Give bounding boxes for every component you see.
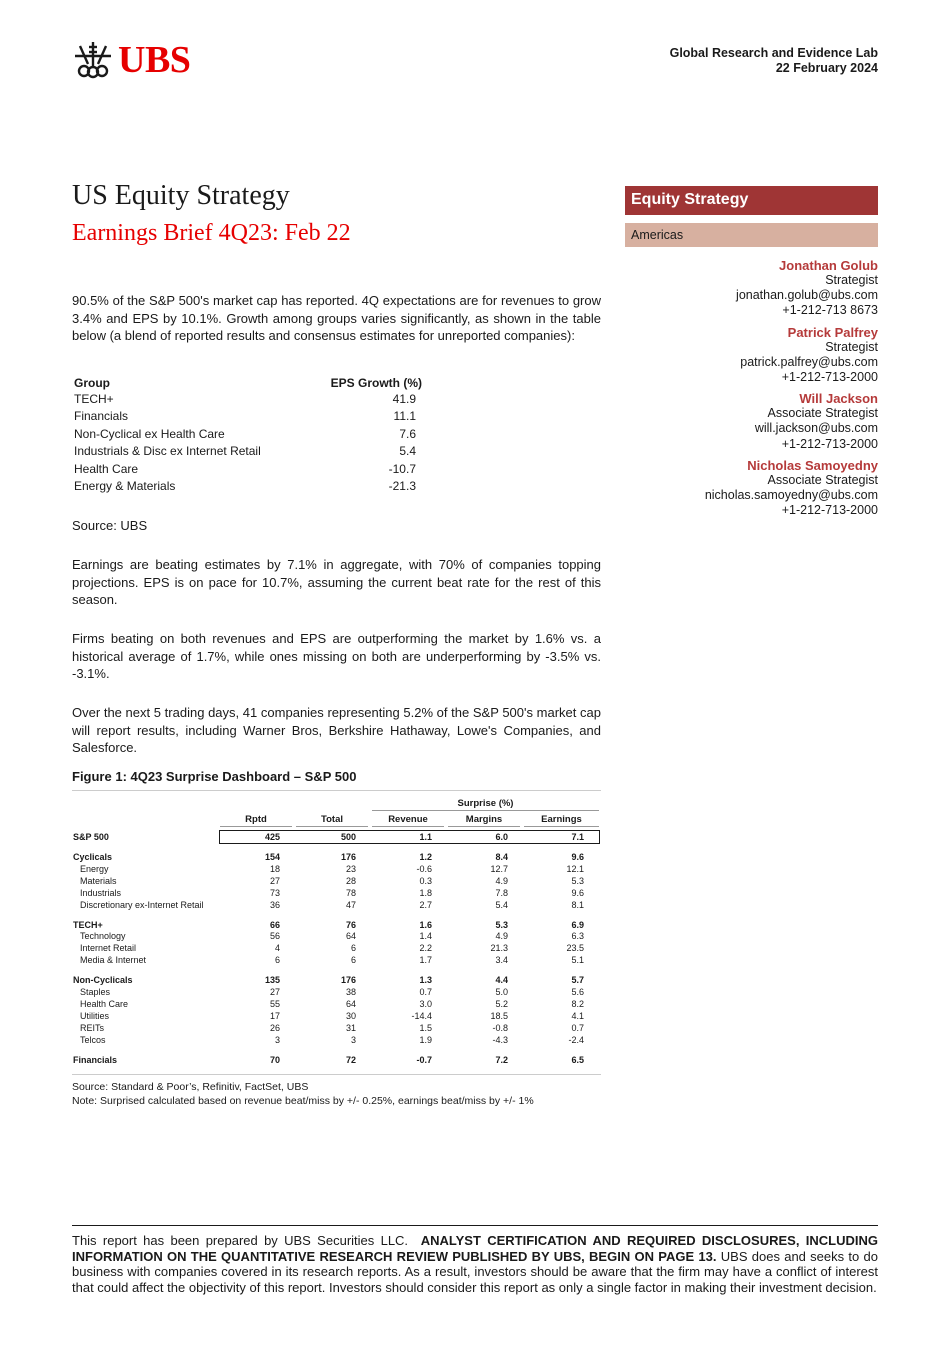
three-keys-icon	[72, 38, 114, 82]
region-banner: Americas	[625, 223, 878, 247]
analyst-email[interactable]: will.jackson@ubs.com	[754, 421, 878, 436]
table-header-row	[72, 375, 432, 390]
column-header: Earnings	[524, 814, 599, 827]
earnings-cell: 5.7	[571, 975, 584, 986]
table-row	[72, 1034, 601, 1046]
column-header: Group	[74, 375, 110, 390]
figure-footnotes	[72, 1081, 534, 1108]
table-row	[72, 998, 601, 1010]
earnings-cell: 4.1	[571, 1010, 584, 1021]
performance-paragraph: Firms beating on both revenues and EPS are outperforming the market by 1.6% vs. a historical average of 1.7%, while ones missing on both are underperforming by -3.5% vs. -3.1%.	[72, 631, 601, 681]
report-title: US Equity Strategy	[72, 180, 290, 211]
table-row	[72, 942, 601, 954]
intro-paragraph: 90.5% of the S&P 500's market cap has reported. 4Q expectations are for revenues to grow 3.4% and EPS by 10.1%. Growth among groups varies significantly, as shown in the table below (a blend of reported results and consensus estimates for unreported companies):	[72, 293, 601, 343]
group-cell: Health Care	[74, 461, 139, 476]
group-cell: Non-Cyclical ex Health Care	[74, 426, 225, 441]
ubs-logo	[72, 38, 190, 82]
earnings-cell: 6.5	[571, 1054, 584, 1065]
margins-cell: 4.4	[495, 975, 508, 986]
row-label: Energy	[80, 863, 109, 874]
group-cell: Financials	[74, 409, 129, 424]
row-label: REITs	[80, 1022, 105, 1033]
group-cell: Industrials & Disc ex Internet Retail	[74, 444, 261, 459]
rptd-cell: 3	[274, 1034, 280, 1045]
analyst-email[interactable]: jonathan.golub@ubs.com	[736, 288, 878, 303]
value-cell: 7.6	[399, 426, 416, 441]
group-row	[72, 919, 601, 931]
earnings-cell: 8.2	[571, 998, 584, 1009]
margins-cell: 6.0	[495, 832, 508, 842]
earnings-cell: 23.5	[566, 943, 584, 954]
total-cell: 6	[350, 955, 356, 966]
rptd-cell: 27	[269, 875, 280, 886]
upcoming-paragraph: Over the next 5 trading days, 41 companies representing 5.2% of the S&P 500's market cap will report results, including Warner Bros, Berkshire Hathaway, Lowe's Companies, and Salesforce.	[72, 705, 601, 755]
revenue-cell: 1.9	[419, 1034, 432, 1045]
analyst-name: Nicholas Samoyedny	[747, 457, 878, 473]
row-label: S&P 500	[73, 832, 109, 842]
beat-paragraph: Earnings are beating estimates by 7.1% in aggregate, with 70% of companies topping projections. EPS is on pace for 10.7%, assuming the current beat rate for the rest of this season.	[72, 557, 601, 607]
margins-cell: 21.3	[490, 943, 508, 954]
earnings-cell: 12.1	[566, 863, 584, 874]
total-cell: 500	[340, 832, 356, 842]
total-cell: 72	[345, 1054, 356, 1065]
figure-note: Note: Surprised calculated based on revenue beat/miss by +/- 0.25%, earnings beat/miss by +/- 1%	[72, 1094, 534, 1107]
rptd-cell: 55	[269, 998, 280, 1009]
revenue-cell: 1.3	[419, 975, 432, 986]
revenue-cell: 1.1	[419, 832, 432, 842]
total-cell: 23	[345, 863, 356, 874]
margins-cell: 12.7	[490, 863, 508, 874]
rptd-cell: 73	[269, 887, 280, 898]
column-header: Rptd	[220, 814, 292, 827]
rptd-cell: 154	[264, 852, 280, 862]
table-row	[72, 986, 601, 998]
footer-body: UBS does and seeks to do business with companies covered in its research reports. As a result, investors should be aware that the firm may have a conflict of interest that could affect the objectivity of this report. Investors should consider this report as only a single factor in making their investment decision.	[72, 1248, 878, 1295]
revenue-cell: 1.5	[419, 1022, 432, 1033]
earnings-cell: 5.3	[571, 875, 584, 886]
value-cell: 11.1	[393, 409, 416, 424]
row-label: Non-Cyclicals	[73, 975, 133, 986]
margins-cell: 7.2	[495, 1054, 508, 1065]
margins-cell: 7.8	[495, 887, 508, 898]
total-cell: 176	[340, 852, 356, 862]
table-row	[72, 954, 601, 966]
revenue-cell: 1.8	[419, 887, 432, 898]
column-header: Margins	[448, 814, 520, 827]
analyst-name: Will Jackson	[799, 391, 878, 407]
footer-lead: This report has been prepared by UBS Securities LLC.	[72, 1233, 409, 1248]
footer-disclosure[interactable]: ANALYST CERTIFICATION AND REQUIRED DISCLOSURES, INCLUDING INFORMATION ON THE QUANTITATIVE RESEARCH REVIEW PUBLISHED BY UBS, BEGIN ON PAGE 13.	[72, 1233, 878, 1264]
table-row	[72, 1010, 601, 1022]
group-row	[72, 1054, 601, 1066]
table-row	[72, 875, 601, 887]
value-cell: -21.3	[388, 479, 416, 494]
revenue-cell: 1.2	[419, 852, 432, 862]
row-label: Cyclicals	[73, 852, 113, 862]
total-cell: 38	[345, 987, 356, 997]
total-cell: 28	[345, 875, 356, 886]
column-header: EPS Growth (%)	[330, 375, 422, 390]
margins-cell: 3.4	[495, 955, 508, 966]
earnings-cell: 5.6	[571, 987, 584, 997]
total-row	[72, 831, 601, 843]
figure-source: Source: Standard & Poor’s, Refinitiv, FactSet, UBS	[72, 1081, 309, 1093]
rptd-cell: 135	[264, 975, 280, 986]
earnings-cell: 5.1	[571, 955, 584, 966]
analyst-email[interactable]: nicholas.samoyedny@ubs.com	[704, 488, 878, 503]
table-row	[72, 899, 601, 911]
rptd-cell: 36	[269, 899, 280, 910]
margins-cell: 4.9	[495, 875, 508, 886]
table-row	[72, 478, 432, 496]
row-label: Materials	[80, 875, 117, 886]
column-header: Total	[296, 814, 368, 827]
row-label: Media & Internet	[80, 955, 147, 966]
row-label: Utilities	[80, 1010, 110, 1021]
margins-cell: 8.4	[495, 852, 508, 862]
margins-cell: 5.4	[495, 899, 508, 910]
margins-cell: 5.3	[495, 919, 508, 930]
total-cell: 64	[345, 998, 356, 1009]
margins-cell: 18.5	[490, 1010, 508, 1021]
rptd-cell: 18	[269, 863, 280, 874]
revenue-cell: -0.6	[416, 863, 432, 874]
row-label: Discretionary ex-Internet Retail	[80, 899, 204, 910]
revenue-cell: 0.3	[419, 875, 432, 886]
rptd-cell: 70	[269, 1054, 280, 1065]
rptd-cell: 17	[269, 1010, 280, 1021]
table-row	[72, 887, 601, 899]
analyst-email[interactable]: patrick.palfrey@ubs.com	[740, 354, 878, 369]
earnings-cell: 9.6	[571, 887, 584, 898]
table-row	[72, 390, 432, 408]
rptd-cell: 26	[269, 1022, 280, 1033]
surprise-group-header: Surprise (%)	[372, 798, 599, 811]
logo-wordmark: UBS	[118, 39, 191, 81]
column-header: Revenue	[372, 814, 444, 827]
rptd-cell: 56	[269, 931, 280, 942]
revenue-cell: 1.7	[419, 955, 432, 966]
total-cell: 6	[350, 943, 356, 954]
header-meta	[670, 46, 878, 76]
divider	[72, 790, 601, 791]
earnings-cell: 6.9	[571, 919, 584, 930]
row-label: TECH+	[73, 919, 103, 930]
table-row	[72, 425, 432, 443]
table-row	[72, 1022, 601, 1034]
analyst-card	[625, 458, 878, 519]
disclosure-footer	[72, 1233, 878, 1295]
eps-growth-table	[72, 375, 432, 495]
total-cell: 47	[345, 899, 356, 910]
row-label: Industrials	[80, 887, 122, 898]
row-label: Telcos	[80, 1034, 106, 1045]
group-row	[72, 974, 601, 986]
total-cell: 76	[345, 919, 356, 930]
margins-cell: -0.8	[492, 1022, 508, 1033]
analyst-card	[625, 391, 878, 452]
analyst-phone: +1-212-713-2000	[781, 436, 878, 451]
table-source: Source: UBS	[72, 518, 148, 533]
analyst-name: Patrick Palfrey	[787, 324, 878, 340]
research-lab: Global Research and Evidence Lab	[669, 46, 878, 60]
table-row	[72, 930, 601, 942]
rptd-cell: 6	[274, 955, 280, 966]
table-row	[72, 460, 432, 478]
total-cell: 78	[345, 887, 356, 898]
margins-cell: 4.9	[495, 931, 508, 942]
table-row	[72, 408, 432, 426]
earnings-cell: 9.6	[571, 852, 584, 862]
rptd-cell: 27	[269, 987, 280, 997]
group-cell: Energy & Materials	[74, 479, 176, 494]
total-cell: 64	[345, 931, 356, 942]
row-label: Technology	[80, 931, 126, 942]
total-cell: 176	[340, 975, 356, 986]
earnings-cell: 8.1	[571, 899, 584, 910]
analyst-role: Associate Strategist	[767, 406, 878, 421]
revenue-cell: 2.7	[419, 899, 432, 910]
analyst-card	[625, 258, 878, 319]
revenue-cell: 3.0	[419, 998, 432, 1009]
value-cell: 41.9	[392, 391, 416, 406]
group-cell: TECH+	[74, 391, 114, 406]
row-label: Financials	[73, 1054, 118, 1065]
rptd-cell: 4	[274, 943, 280, 954]
report-subtitle: Earnings Brief 4Q23: Feb 22	[72, 220, 351, 246]
analyst-name: Jonathan Golub	[779, 258, 878, 273]
rptd-cell: 66	[269, 919, 280, 930]
analyst-role: Associate Strategist	[767, 472, 878, 487]
table-row	[72, 863, 601, 875]
analyst-card	[625, 325, 878, 386]
revenue-cell: -0.7	[416, 1054, 432, 1065]
analyst-phone: +1-212-713-2000	[781, 503, 878, 518]
row-label: Internet Retail	[80, 943, 137, 954]
section-banner: Equity Strategy	[625, 186, 878, 215]
analyst-role: Strategist	[825, 339, 878, 354]
revenue-cell: 1.6	[419, 919, 432, 930]
analyst-phone: +1-212-713-2000	[781, 370, 878, 385]
revenue-cell: 2.2	[419, 943, 432, 954]
divider	[72, 1074, 601, 1075]
analyst-phone: +1-212-713 8673	[782, 303, 878, 318]
rptd-cell: 425	[264, 832, 280, 842]
margins-cell: 5.2	[495, 998, 508, 1009]
total-cell: 3	[350, 1034, 356, 1045]
value-cell: -10.7	[388, 461, 416, 476]
earnings-cell: 0.7	[571, 1022, 584, 1033]
row-label: Staples	[80, 987, 111, 997]
margins-cell: 5.0	[495, 987, 508, 997]
report-date: 22 February 2024	[775, 61, 878, 75]
earnings-cell: 6.3	[571, 931, 584, 942]
earnings-cell: 7.1	[571, 832, 584, 842]
revenue-cell: -14.4	[411, 1010, 432, 1021]
total-cell: 30	[345, 1010, 356, 1021]
revenue-cell: 1.4	[419, 931, 432, 942]
analyst-role: Strategist	[825, 273, 878, 287]
value-cell: 5.4	[399, 444, 416, 459]
revenue-cell: 0.7	[419, 987, 432, 997]
analyst-list	[625, 258, 878, 524]
total-cell: 31	[345, 1022, 356, 1033]
table-row	[72, 443, 432, 461]
margins-cell: -4.3	[492, 1034, 508, 1045]
earnings-cell: -2.4	[568, 1034, 584, 1045]
row-label: Health Care	[80, 998, 129, 1009]
divider	[72, 1225, 878, 1226]
figure-title: Figure 1: 4Q23 Surprise Dashboard – S&P 500	[72, 769, 357, 784]
group-row	[72, 851, 601, 863]
